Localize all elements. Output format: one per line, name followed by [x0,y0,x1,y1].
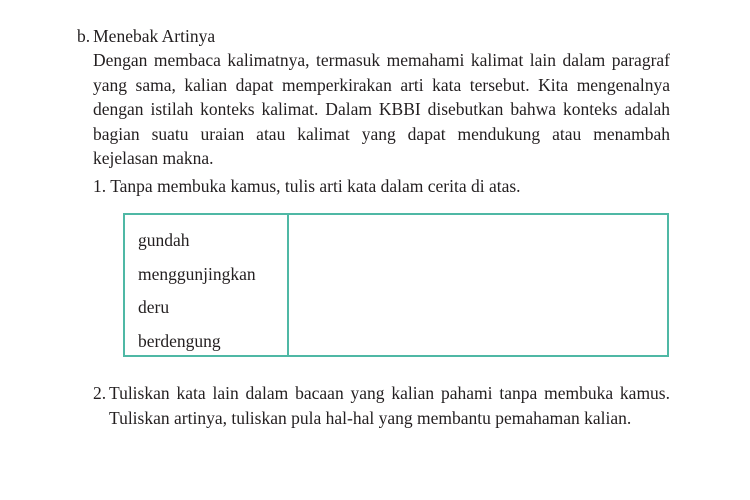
vocabulary-word: gundah [138,230,190,250]
vocabulary-table [123,213,669,357]
vocabulary-word-column [125,215,289,355]
vocabulary-word: berdengung [138,330,221,351]
task-1 [93,174,521,198]
task-1-text: Tanpa membuka kamus, tulis arti kata dalam cerita di atas. [110,176,521,196]
task-2 [93,381,670,430]
vocabulary-word: deru [138,297,170,317]
section-paragraph: Dengan membaca kalimatnya, termasuk memahami kalimat lain dalam paragraf yang sama, kalian dapat memperkirakan arti kata tersebut. Kita mengenalnya dengan istilah konteks kalimat. Dalam KBBI disebutkan bahwa konteks adalah bagian suatu uraian atau kalimat yang dapat mendukung atau menambah kejelasan makna. [93,50,670,168]
cut-off-text-fragment [300,0,470,2]
task-2-text: Tuliskan kata lain dalam bacaan yang kalian pahami tanpa membuka kamus. Tuliskan artinya, tuliskan pula hal-hal yang membantu pemahaman kalian. [109,383,670,428]
task-2-number: 2. [93,383,107,403]
section-title: Menebak Artinya [93,26,216,46]
section-letter: b. [77,26,91,46]
section-heading [77,24,215,48]
meaning-answer-column [289,215,667,355]
task-1-number: 1. [93,176,107,196]
vocabulary-word: menggunjingkan [138,263,256,284]
